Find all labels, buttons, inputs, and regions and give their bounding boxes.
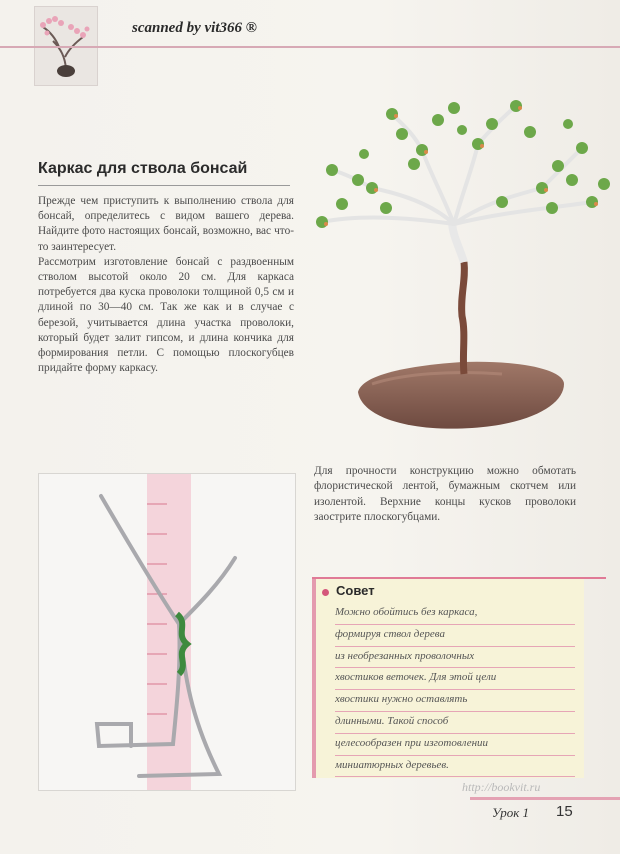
scan-credit: scanned by vit366 ® [132,20,257,36]
page-number: 15 [556,803,573,820]
section-heading: Каркас для ствола бонсай [38,160,248,177]
right-paragraph: Для прочности конструкцию можно обмотать флористической лентой, бумажным скотчем или изолентой. Верхние концы кусков проволоки заострите плоскогубцами. [314,465,576,524]
tip-text [335,603,575,777]
tip-bullet-icon [322,589,329,596]
tip-line: из необрезанных проволочных [335,647,575,669]
tip-line: хвостики нужно оставлять [335,690,575,712]
tip-line: хвостиков веточек. Для этой цели [335,668,575,690]
lesson-label: Урок 1 [492,805,530,820]
footer-rule [470,797,620,800]
body-text [38,194,294,376]
header-divider [0,46,620,48]
tip-line: миниатюрных деревьев. [335,756,575,778]
tip-top-rule [312,577,606,579]
heading-rule [38,185,290,186]
bonsai-tree-photo [302,84,620,450]
tip-line: формируя ствол дерева [335,625,575,647]
tip-line: Можно обойтись без каркаса, [335,603,575,625]
tip-title: Совет [336,583,375,598]
wire-frame-photo [38,473,296,791]
watermark-url: http://bookvit.ru [462,780,541,794]
body-paragraph: Прежде чем приступить к выполнению ствола для бонсай, определитесь с видом вашего дерева. Найдите фото настоящих бонсай, возможно, вас что-то заинтересует. [38,195,294,253]
body-paragraph: Рассмотрим изготовление бонсай с раздвоенным стволом высотой около 20 см. Для каркаса потребуется два куска проволоки толщиной 0,5 см и длиной по 30—40 см. Так же как и в случае с березой, учитывается длина участка проволоки, который будет залит гипсом, и длина кончика для формирования петли. С помощью плоскогубцев придайте форму каркасу. [38,255,294,375]
tip-line: целесообразен при изготовлении [335,734,575,756]
tip-line: длинными. Такой способ [335,712,575,734]
